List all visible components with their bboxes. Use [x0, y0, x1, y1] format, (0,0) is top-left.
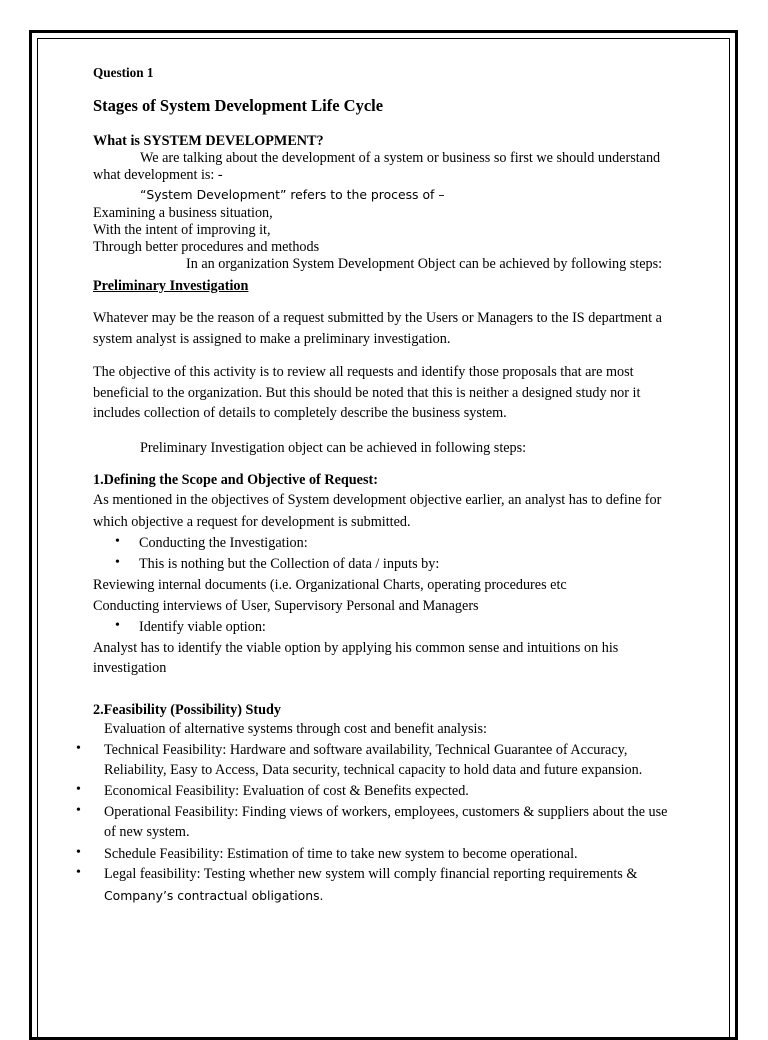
bullet-icon: • — [76, 865, 81, 880]
paragraph-line: what development is: - — [93, 167, 223, 183]
paragraph-line: Preliminary Investigation object can be achieved in following steps: — [140, 440, 527, 456]
bullet-item: Schedule Feasibility: Estimation of time to take new system to become operational. — [104, 846, 578, 862]
paragraph-line: In an organization System Development Object can be achieved by following steps: — [186, 256, 663, 272]
bullet-item: This is nothing but the Collection of data / inputs by: — [139, 556, 440, 572]
list-line: Examining a business situation, — [93, 205, 273, 221]
section-heading-preliminary-investigation: Preliminary Investigation — [93, 278, 249, 294]
paragraph-line: Evaluation of alternative systems through cost and benefit analysis: — [104, 721, 487, 737]
paragraph-line: As mentioned in the objectives of System development objective earlier, an analyst has to define for — [93, 492, 662, 508]
paragraph-line: Whatever may be the reason of a request submitted by the Users or Managers to the IS department a — [93, 310, 662, 326]
bullet-icon: • — [115, 618, 120, 633]
bullet-icon: • — [76, 782, 81, 797]
section-heading-feasibility: 2.Feasibility (Possibility) Study — [93, 702, 282, 718]
list-line: With the intent of improving it, — [93, 222, 271, 238]
bullet-item: Conducting the Investigation: — [139, 535, 308, 551]
bullet-icon: • — [76, 803, 81, 818]
bullet-item: Legal feasibility: Testing whether new system will comply financial reporting requirements & — [104, 866, 638, 882]
definition-quote: “System Development” refers to the process of – — [140, 187, 445, 202]
paragraph-line: Analyst has to identify the viable option by applying his common sense and intuitions on his — [93, 640, 619, 656]
list-line: Through better procedures and methods — [93, 239, 320, 255]
paragraph-line: Conducting interviews of User, Supervisory Personal and Managers — [93, 598, 479, 614]
paragraph-line: Reviewing internal documents (i.e. Organizational Charts, operating procedures etc — [93, 577, 567, 593]
bullet-item: Technical Feasibility: Hardware and software availability, Technical Guarantee of Accuracy, — [104, 742, 628, 758]
bullet-item-continuation: of new system. — [104, 824, 190, 840]
bullet-icon: • — [115, 534, 120, 549]
paragraph-line: beneficial to the organization. But this should be noted that this is neither a designed study nor it — [93, 385, 641, 401]
section-heading-scope: 1.Defining the Scope and Objective of Request: — [93, 472, 378, 488]
bullet-item: Economical Feasibility: Evaluation of cost & Benefits expected. — [104, 783, 469, 799]
question-label: Question 1 — [93, 65, 154, 80]
bullet-icon: • — [115, 555, 120, 570]
paragraph-line: system analyst is assigned to make a preliminary investigation. — [93, 331, 451, 347]
bullet-item-continuation: Company’s contractual obligations. — [104, 888, 324, 903]
bullet-icon: • — [76, 741, 81, 756]
section-heading-system-development: What is SYSTEM DEVELOPMENT? — [93, 133, 324, 149]
paragraph-line: which objective a request for development is submitted. — [93, 514, 411, 530]
bullet-item: Operational Feasibility: Finding views of workers, employees, customers & suppliers about the use — [104, 804, 668, 820]
paragraph-line: investigation — [93, 660, 167, 676]
paragraph-line: We are talking about the development of a system or business so first we should understand — [140, 150, 661, 166]
bullet-item-continuation: Reliability, Easy to Access, Data security, technical capacity to hold data and future expansion. — [104, 762, 643, 778]
paragraph-line: The objective of this activity is to review all requests and identify those proposals that are most — [93, 364, 634, 380]
bullet-icon: • — [76, 845, 81, 860]
page-title: Stages of System Development Life Cycle — [93, 96, 384, 115]
bullet-item: Identify viable option: — [139, 619, 266, 635]
paragraph-line: includes collection of details to completely describe the business system. — [93, 405, 507, 421]
